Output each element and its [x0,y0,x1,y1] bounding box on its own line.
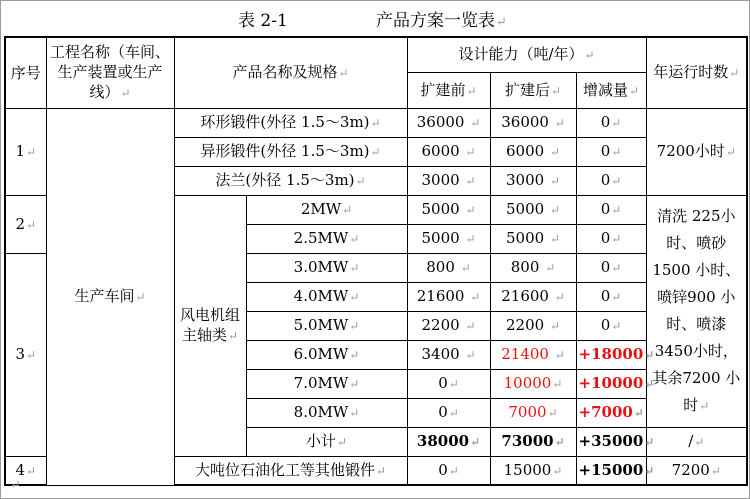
header-before: 扩建前↵ [407,72,490,108]
product-name-cell: 8.0MW↵ [246,398,407,427]
before-cell: 5000 ↵ [407,195,490,224]
before-cell: 36000 ↵ [407,108,490,137]
after-cell: 21600 ↵ [490,282,576,311]
change-cell: 0↵ [576,108,646,137]
product-name-cell: 3.0MW↵ [246,253,407,282]
header-hours: 年运行时数↵ [646,37,747,108]
after-cell: 73000↵ [490,427,576,456]
after-cell: 15000↵ [490,456,576,485]
before-cell: 38000↵ [407,427,490,456]
change-cell: +18000↵ [576,340,646,369]
before-cell: 0↵ [407,398,490,427]
change-cell: +15000↵ [576,456,646,485]
header-row [5,37,747,72]
change-cell: +10000↵ [576,369,646,398]
seq-cell: 3↵ [5,253,46,456]
after-cell: 2200 ↵ [490,311,576,340]
product-plan-table [4,36,748,486]
product-name-cell: 7.0MW↵ [246,369,407,398]
change-cell: 0↵ [576,224,646,253]
header-after: 扩建后↵ [490,72,576,108]
change-cell: +7000↵ [576,398,646,427]
product-name-cell: 异形锻件(外径 1.5～3m)↵ [174,137,407,166]
change-cell: 0↵ [576,195,646,224]
category-cell: 风电机组主轴类↵ [174,195,246,456]
after-cell: 3000 ↵ [490,166,576,195]
table-number: 表 2-1 [238,11,288,31]
table-title: 产品方案一览表↵ [376,11,507,31]
change-cell: 0↵ [576,166,646,195]
product-name-cell: 4.0MW↵ [246,282,407,311]
product-name-cell: 2.5MW↵ [246,224,407,253]
before-cell: 0↵ [407,369,490,398]
product-name-cell: 大吨位石油化工等其他锻件↵ [174,456,407,485]
before-cell: 5000 ↵ [407,224,490,253]
product-name-cell: 2MW↵ [246,195,407,224]
seq-cell: 2↵ [5,195,46,253]
header-product: 产品名称及规格↵ [174,37,407,108]
workshop-cell: 生产车间↵ [46,108,174,485]
product-name-cell: 法兰(外径 1.5～3m)↵ [174,166,407,195]
change-cell: 0↵ [576,282,646,311]
subtotal-label: 小计↵ [246,427,407,456]
header-project: 工程名称（车间、生产装置或生产线）↵ [46,37,174,108]
product-name-cell: 6.0MW↵ [246,340,407,369]
before-cell: 2200 ↵ [407,311,490,340]
change-cell: 0↵ [576,137,646,166]
header-change: 增减量↵ [576,72,646,108]
before-cell: 800 ↵ [407,253,490,282]
paragraph-mark: ↵ [10,478,21,493]
header-capacity: 设计能力（吨/年）↵ [407,37,646,72]
hours-cell: 7200↵ [646,456,747,485]
before-cell: 3400 ↵ [407,340,490,369]
header-seq: 序号 [5,37,46,108]
hours-cell: 清洗 225小时、喷砂1500 小时、喷锌900 小时、喷漆 3450小时，其余7200 小时↵ [646,195,747,427]
after-cell: 36000 ↵ [490,108,576,137]
seq-cell: 4↵ [5,456,46,485]
after-cell: 6000 ↵ [490,137,576,166]
change-cell: +35000↵ [576,427,646,456]
change-cell: 0↵ [576,253,646,282]
seq-cell: 1↵ [5,108,46,195]
change-cell: 0↵ [576,311,646,340]
table-row [5,108,747,137]
after-cell: 5000 ↵ [490,195,576,224]
product-name-cell: 5.0MW↵ [246,311,407,340]
after-cell: 5000 ↵ [490,224,576,253]
before-cell: 3000 ↵ [407,166,490,195]
hours-cell: 7200小时↵ [646,108,747,195]
before-cell: 21600 ↵ [407,282,490,311]
after-cell: 7000↵ [490,398,576,427]
after-cell: 10000↵ [490,369,576,398]
product-name-cell: 环形锻件(外径 1.5～3m)↵ [174,108,407,137]
before-cell: 0↵ [407,456,490,485]
before-cell: 6000 ↵ [407,137,490,166]
after-cell: 21400 ↵ [490,340,576,369]
hours-cell: /↵ [646,427,747,456]
table-caption [0,6,750,32]
after-cell: 800 ↵ [490,253,576,282]
